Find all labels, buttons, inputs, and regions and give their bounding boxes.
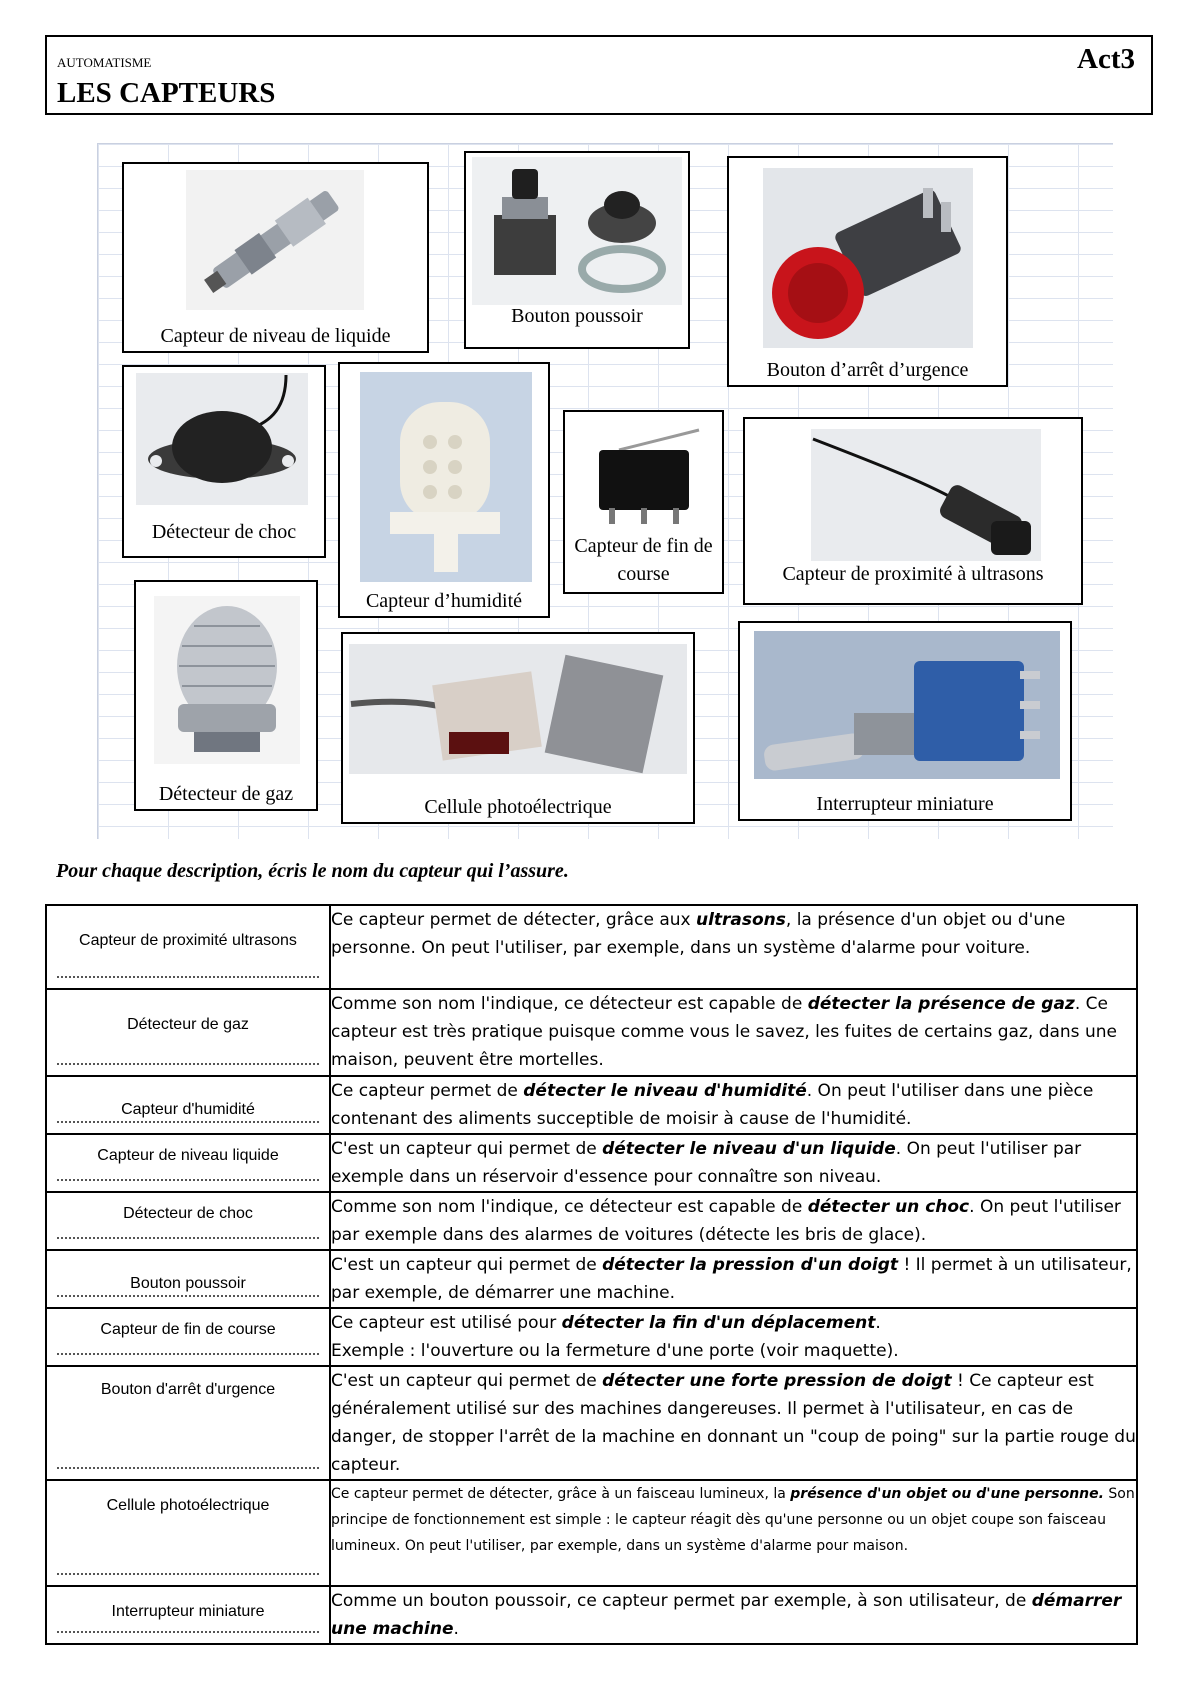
answer-dotted-line: [57, 1573, 319, 1575]
answer-cell: [46, 1250, 330, 1308]
description-text: Comme son nom l'indique, ce détecteur est capable de: [331, 1197, 808, 1217]
shock-detector-photo: [136, 373, 308, 505]
sensor-card-liquid-level: [122, 162, 429, 353]
description-text: Comme son nom l'indique, ce détecteur est capable de: [331, 994, 808, 1014]
card-label: Interrupteur miniature: [816, 793, 994, 815]
answer-dotted-line: [57, 1295, 319, 1297]
answer-text: Détecteur de gaz: [127, 1016, 249, 1033]
page-title: LES CAPTEURS: [57, 77, 276, 109]
answer-dotted-line: [57, 1063, 319, 1065]
answer-text: Cellule photoélectrique: [106, 1497, 270, 1514]
answer-text: Capteur d'humidité: [121, 1101, 255, 1118]
description-text: Son principe de fonctionnement est simple : le capteur réagit dès qu'une personne ou un objet coupe son faisceau lumineux. On peut l'utiliser, par exemple, dans un système d'alarme pour maison.: [331, 1486, 1135, 1554]
card-label: Capteur de fin de course: [574, 535, 713, 585]
subject-label: AUTOMATISME: [57, 55, 152, 70]
table-row: [46, 1366, 1137, 1480]
description-cell: [330, 1480, 1137, 1586]
sensor-description-table: [45, 904, 1138, 1645]
answer-dotted-line: [57, 1121, 319, 1123]
table-row: [46, 1308, 1137, 1366]
miniature-switch-photo: [754, 631, 1060, 779]
description-cell: [330, 1308, 1137, 1366]
description-emphasis: démarrer une machine: [331, 1591, 1122, 1639]
description-emphasis: détecter un choc: [807, 1197, 970, 1217]
sensor-card-humidity: [338, 362, 550, 618]
answer-text: Capteur de fin de course: [100, 1321, 276, 1338]
sensor-gallery: [97, 143, 1113, 839]
card-label: Capteur de proximité à ultrasons: [782, 563, 1044, 585]
ultrasonic-sensor-photo: [811, 429, 1041, 561]
description-emphasis: détecter la pression d'un doigt: [602, 1255, 899, 1275]
gas-detector-photo: [154, 596, 300, 764]
description-text: . Ce capteur est très pratique puisque comme vous le savez, les fuites de certains gaz, dans une maison, peuvent être mortelles.: [331, 994, 1117, 1070]
card-label: Cellule photoélectrique: [424, 796, 612, 818]
sensor-card-push-button: [464, 151, 690, 349]
card-label: Détecteur de gaz: [158, 783, 294, 805]
description-cell: [330, 1250, 1137, 1308]
table-row: [46, 1076, 1137, 1134]
card-label: Détecteur de choc: [151, 521, 297, 543]
description-text: .: [453, 1619, 459, 1639]
table-row: [46, 905, 1137, 989]
description-emphasis: détecter la présence de gaz: [807, 994, 1075, 1014]
description-text: C'est un capteur qui permet de: [331, 1139, 603, 1159]
emergency-stop-button-photo: [763, 168, 973, 348]
sensor-card-emergency-stop: [727, 156, 1008, 387]
card-label: Bouton poussoir: [511, 305, 643, 327]
description-text: . On peut l'utiliser par exemple dans un réservoir d'essence pour connaître son niveau.: [331, 1139, 1082, 1187]
description-emphasis: présence d'un objet ou d'une personne.: [790, 1486, 1104, 1502]
card-label: Capteur d’humidité: [365, 590, 523, 612]
answer-cell: [46, 1366, 330, 1480]
description-emphasis: détecter le niveau d'humidité: [523, 1081, 807, 1101]
answer-cell: [46, 1192, 330, 1250]
table-row: [46, 989, 1137, 1076]
description-emphasis: ultrasons: [695, 910, 786, 930]
table-row: [46, 1192, 1137, 1250]
sensor-card-limit-switch: [563, 410, 724, 594]
description-text: Ce capteur permet de: [331, 1081, 524, 1101]
answer-dotted-line: [57, 1237, 319, 1239]
answer-text: Bouton poussoir: [130, 1275, 246, 1292]
sensor-card-photoelectric: [341, 632, 695, 824]
answer-text: Détecteur de choc: [123, 1205, 253, 1222]
answer-cell: [46, 1308, 330, 1366]
table-row: [46, 1480, 1137, 1586]
answer-cell: [46, 1076, 330, 1134]
sensor-card-gas-detector: [134, 580, 318, 811]
description-emphasis: détecter une forte pression de doigt: [602, 1371, 952, 1391]
description-emphasis: détecter la fin d'un déplacement: [561, 1313, 876, 1333]
answer-text: Capteur de proximité ultrasons: [79, 932, 297, 949]
answer-text: Capteur de niveau liquide: [97, 1147, 279, 1164]
answer-cell: [46, 905, 330, 989]
photoelectric-cell-photo: [349, 644, 687, 774]
card-label: Capteur de niveau de liquide: [160, 325, 391, 347]
answer-dotted-line: [57, 1179, 319, 1181]
answer-cell: [46, 1134, 330, 1192]
table-row: [46, 1586, 1137, 1644]
description-cell: [330, 1586, 1137, 1644]
description-emphasis: détecter le niveau d'un liquide: [602, 1139, 896, 1159]
liquid-level-sensor-photo: [186, 170, 364, 310]
description-cell: [330, 1366, 1137, 1480]
description-cell: [330, 989, 1137, 1076]
answer-text: Interrupteur miniature: [111, 1603, 265, 1620]
description-text: C'est un capteur qui permet de: [331, 1371, 603, 1391]
description-text: ! Il permet à un utilisateur, par exemple, de démarrer une machine.: [331, 1255, 1132, 1303]
answer-cell: [46, 989, 330, 1076]
description-text: , la présence d'un objet ou d'une personne. On peut l'utiliser, par exemple, dans un système d'alarme pour voiture.: [331, 910, 1066, 958]
description-text: . Exemple : l'ouverture ou la fermeture d'une porte (voir maquette).: [331, 1313, 899, 1361]
answer-dotted-line: [57, 1353, 319, 1355]
description-text: Comme un bouton poussoir, ce capteur permet par exemple, à son utilisateur, de: [331, 1591, 1032, 1611]
description-cell: [330, 1192, 1137, 1250]
description-text: Ce capteur permet de détecter, grâce à un faisceau lumineux, la: [331, 1486, 791, 1502]
answer-dotted-line: [57, 976, 319, 978]
description-text: Ce capteur est utilisé pour: [331, 1313, 562, 1333]
description-cell: [330, 1076, 1137, 1134]
description-cell: [330, 905, 1137, 989]
description-text: . On peut l'utiliser par exemple dans des alarmes de voitures (détecte les bris de glace).: [331, 1197, 1121, 1245]
description-text: ! Ce capteur est généralement utilisé sur des machines dangereuses. Il permet à l'utilisateur, en cas de danger, de stopper l'arrêt de la machine en donnant un "coup de poing" sur la partie rouge du capteur.: [331, 1371, 1136, 1475]
limit-switch-photo: [579, 420, 709, 528]
answer-dotted-line: [57, 1631, 319, 1633]
answer-text: Bouton d'arrêt d'urgence: [100, 1381, 276, 1398]
description-text: C'est un capteur qui permet de: [331, 1255, 603, 1275]
page-header: [45, 35, 1153, 115]
humidity-sensor-photo: [360, 372, 532, 582]
table-row: [46, 1250, 1137, 1308]
description-text: . On peut l'utiliser dans une pièce contenant des aliments succeptible de moisir à cause de l'humidité.: [331, 1081, 1094, 1129]
sensor-card-miniature-switch: [738, 621, 1072, 821]
activity-label: Act3: [1077, 43, 1135, 75]
sensor-card-ultrasonic: [743, 417, 1083, 605]
instruction-text: Pour chaque description, écris le nom du capteur qui l’assure.: [56, 860, 569, 882]
description-text: Ce capteur permet de détecter, grâce aux: [331, 910, 696, 930]
sensor-card-shock-detector: [122, 365, 326, 558]
answer-cell: [46, 1480, 330, 1586]
answer-dotted-line: [57, 1467, 319, 1469]
table-row: [46, 1134, 1137, 1192]
card-label: Bouton d’arrêt d’urgence: [766, 359, 969, 381]
answer-cell: [46, 1586, 330, 1644]
description-cell: [330, 1134, 1137, 1192]
push-button-photo: [472, 157, 682, 305]
